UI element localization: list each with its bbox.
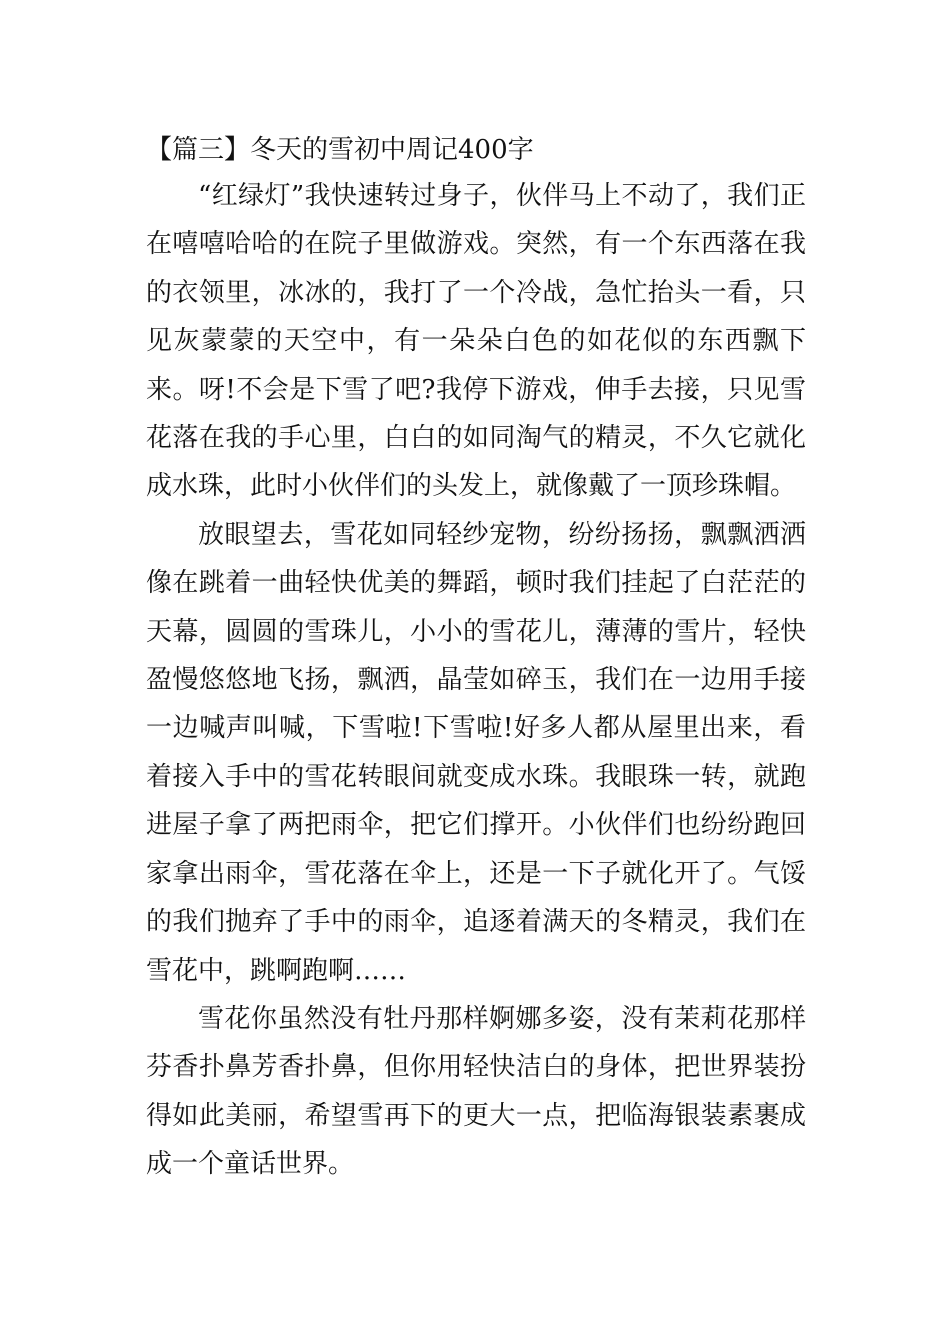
paragraph-1: “红绿灯”我快速转过身子，伙伴马上不动了，我们正在嘻嘻哈哈的在院子里做游戏。突然，有一个东西落在我的衣领里，冰冰的，我打了一个冷战，急忙抬头一看，只见灰蒙蒙的天空中，有一朵朵白色的如花似的东西飘下来。呀!不会是下雪了吧?我停下游戏，伸手去接，只见雪花落在我的手心里，白白的如同淘气的精灵，不久它就化成水珠，此时小伙伴们的头发上，就像戴了一顶珍珠帽。 (146, 181, 806, 502)
document-title: 【篇三】冬天的雪初中周记400字 (146, 135, 534, 165)
paragraph-2: 放眼望去，雪花如同轻纱宠物，纷纷扬扬，飘飘洒洒像在跳着一曲轻快优美的舞蹈，顿时我们挂起了白茫茫的天幕，圆圆的雪珠儿，小小的雪花儿，薄薄的雪片，轻快盈慢悠悠地飞扬，飘洒，晶莹如碎玉，我们在一边用手接一边喊声叫喊，下雪啦!下雪啦!好多人都从屋里出来，看着接入手中的雪花转眼间就变成水珠。我眼珠一转，就跑进屋子拿了两把雨伞，把它们撑开。小伙伴们也纷纷跑回家拿出雨伞，雪花落在伞上，还是一下子就化开了。气馁的我们抛弃了手中的雨伞，追逐着满天的冬精灵，我们在雪花中，跳啊跑啊…… (146, 519, 806, 986)
paragraph-3: 雪花你虽然没有牡丹那样婀娜多姿，没有茉莉花那样芬香扑鼻芳香扑鼻，但你用轻快洁白的身体，把世界装扮得如此美丽，希望雪再下的更大一点，把临海银装素裹成成一个童话世界。 (146, 1003, 806, 1180)
document-body (146, 128, 806, 1189)
